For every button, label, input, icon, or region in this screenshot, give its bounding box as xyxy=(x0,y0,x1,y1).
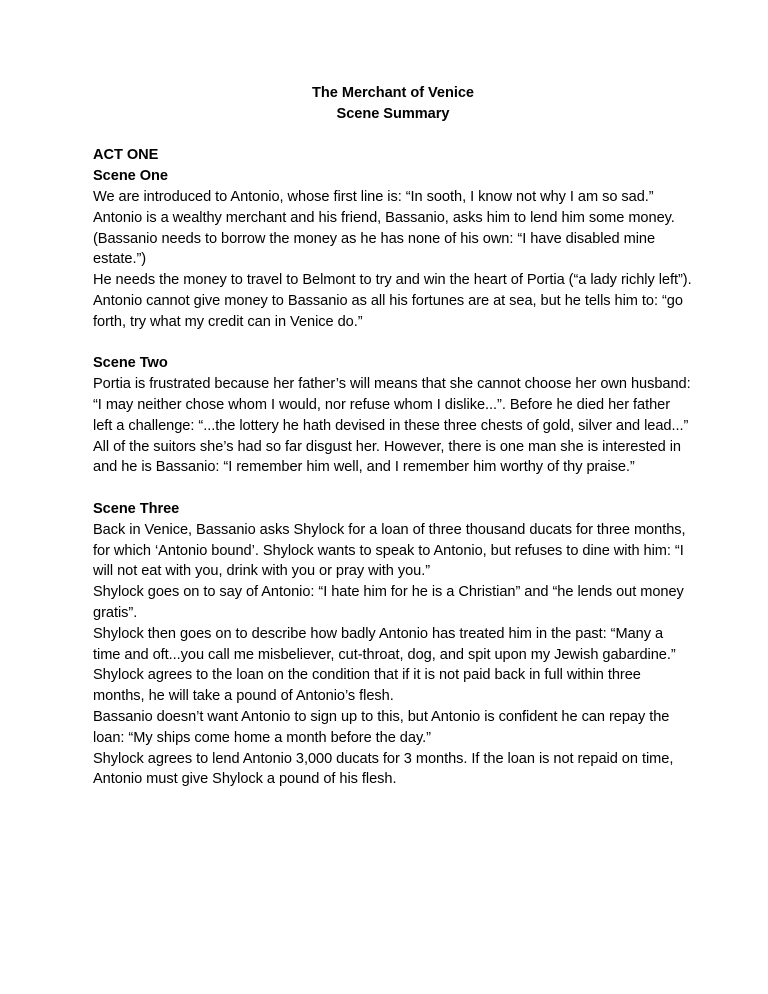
paragraph: Shylock agrees to lend Antonio 3,000 ducats for 3 months. If the loan is not repaid on time, Antonio must give Shylock a pound of his flesh. xyxy=(93,750,674,788)
paragraph: Shylock then goes on to describe how badly Antonio has treated him in the past: “Many a time and oft...you call me misbeliever, cut-throat, dog, and spit upon my Jewish gabardine.” xyxy=(93,625,676,663)
scene-one xyxy=(93,166,693,332)
scene-heading: Scene One xyxy=(93,168,168,185)
document-subtitle: Scene Summary xyxy=(336,105,450,122)
paragraph: We are introduced to Antonio, whose first line is: “In sooth, I know not why I am so sad.” xyxy=(93,188,654,205)
scene-two xyxy=(93,353,693,478)
scene-heading: Scene Two xyxy=(93,355,168,372)
paragraph: Bassanio doesn’t want Antonio to sign up to this, but Antonio is confident he can repay the loan: “My ships come home a month before the day.” xyxy=(93,708,670,746)
scene-heading: Scene Three xyxy=(93,500,180,517)
title-block xyxy=(93,83,693,125)
paragraph: Antonio cannot give money to Bassanio as all his fortunes are at sea, but he tells him to: “go forth, try what my credit can in Venice do.” xyxy=(93,292,683,330)
paragraph: Shylock agrees to the loan on the condition that if it is not paid back in full within three months, he will take a pound of Antonio’s flesh. xyxy=(93,667,641,705)
act-heading: ACT ONE xyxy=(93,147,159,164)
paragraph: He needs the money to travel to Belmont to try and win the heart of Portia (“a lady richly left”). xyxy=(93,272,692,289)
paragraph: Back in Venice, Bassanio asks Shylock for a loan of three thousand ducats for three months, for which ‘Antonio bound’. Shylock wants to speak to Antonio, but refuses to dine with him: “I will not eat with you, drink with you or pray with you.” xyxy=(93,521,686,580)
paragraph: Shylock goes on to say of Antonio: “I hate him for he is a Christian” and “he lends out money gratis”. xyxy=(93,584,684,621)
paragraph: Antonio is a wealthy merchant and his friend, Bassanio, asks him to lend him some money. (Bassanio needs to borrow the money as he has none of his own: “I have disabled mine estate.”) xyxy=(93,209,675,268)
document-page xyxy=(93,83,693,811)
document-title: The Merchant of Venice xyxy=(312,85,474,101)
paragraph: Portia is frustrated because her father’s will means that she cannot choose her own husband: “I may neither chose whom I would, nor refuse whom I dislike...”. Before he died her father left a challenge: “...the lottery he hath devised in these three chests of gold, silver and lead...” xyxy=(93,376,691,434)
paragraph: All of the suitors she’s had so far disgust her. However, there is one man she is interested in and he is Bassanio: “I remember him well, and I remember him worthy of thy praise.” xyxy=(93,438,681,476)
scene-three xyxy=(93,499,693,790)
